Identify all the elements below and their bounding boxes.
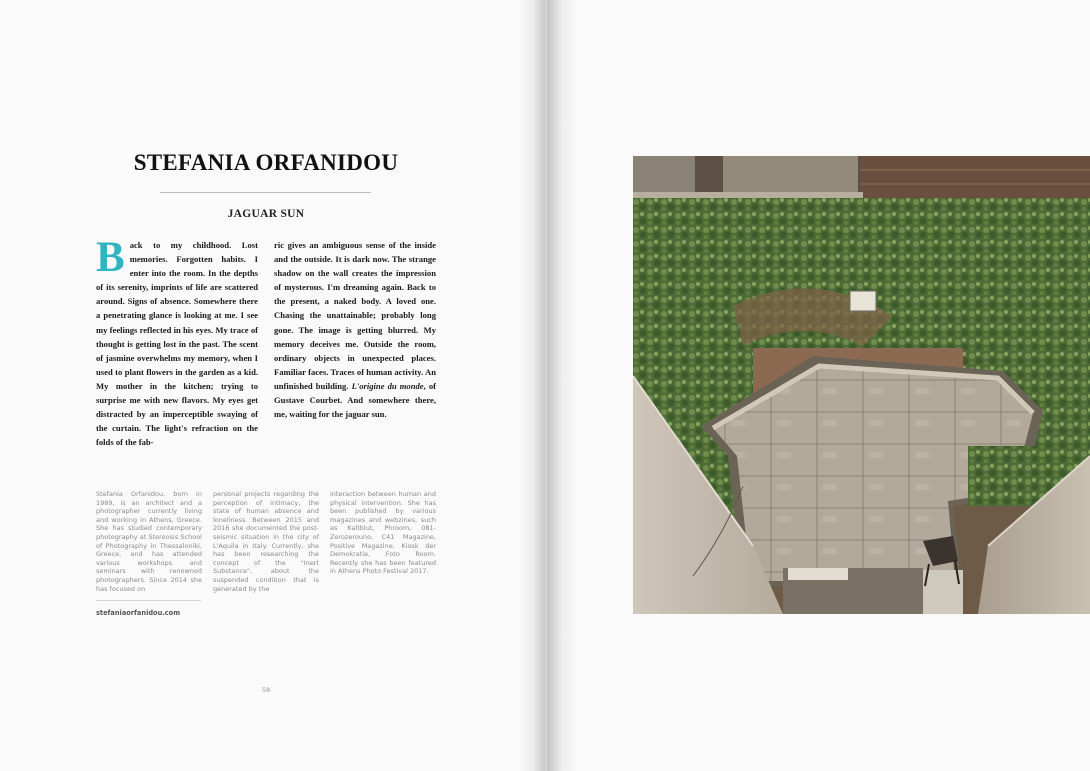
- paragraph-1: [96, 234, 258, 449]
- paragraph-2-text-a: ric gives an ambiguous sense of the inside and the outside. It is dark now. The strange shadow on the wall creates the impression of mysterous. I'm dreaming again. Back to the present, a naked body. A loved one. Chasing the unattainable; probably long gone. The image is getting blurred. My memory deceives me. Outside the room, ordinary objects in unexpected places. Familiar faces. Traces of human activity. An unfinished building.: [274, 240, 436, 391]
- drop-cap: B: [96, 234, 125, 281]
- author-heading: STEFANIA ORFANIDOU: [133, 150, 399, 175]
- spine-shadow-left: [518, 0, 545, 771]
- paragraph-2-text-b: , of Gustave Courbet. And somewhere there, me, waiting for the jaguar sun.: [274, 380, 436, 420]
- bio-divider: [96, 600, 201, 601]
- bio-column-3: interaction between human and physical intervention. She has been published by various magazines and webzines, such as Kaltblut, Phroom, 081-Zerozerouno, C41 Magazine, Positive Magazine, Kiosk der Demokratie, Foto Room. Recently she has been featured in Athens Photo Festival 2017.: [330, 490, 436, 576]
- paragraph-2: [274, 238, 436, 421]
- courtyard-photo-illustration: [633, 156, 1090, 614]
- text-column-2: [274, 238, 436, 421]
- artwork-title: L'origine du monde: [351, 380, 424, 391]
- website-link[interactable]: stefaniaorfanidou.com: [96, 609, 181, 617]
- title-divider: [160, 192, 371, 193]
- bio-column-1: Stefania Orfanidou, born in 1989, is an architect and a photographer currently living and working in Athens, Greece. She has studied contemporary photography at Stereosis School of Photography in Thessaloniki, Greece, and has attended various workshops and seminars with renowned photographers. Since 2014 she has focused on: [96, 490, 202, 593]
- text-column-1: [96, 234, 258, 449]
- bio-column-2: personal projects regarding the perception of intimacy, the state of human absence and loneliness. Between 2015 and 2016 she documented the post-seismic situation in the city of L'Aquila in Italy. Currently, she has been researching the concept of the "Inert Substance", about the suspended condition that is generated by the: [213, 490, 319, 593]
- courtyard-photograph: [633, 156, 1090, 614]
- spine-shadow-right: [547, 0, 577, 771]
- page-number: 58: [261, 686, 271, 694]
- project-title: JAGUAR SUN: [227, 208, 305, 220]
- paragraph-1-text: ack to my childhood. Lost memories. Forgotten habits. I enter into the room. In the depths of its serenity, imprints of life are scattered around. Signs of absence. Somewhere there a penetrating glance is looking at me. I see my feelings reflected in his eyes. My trace of thought is getting lost in the past. The scent of jasmine overwhelms my memory, when I used to plant flowers in the garden as a kid. My mother in the kitchen; trying to surprise me with new flavors. My eyes get distracted by an imperceptible swaying of the curtain. The light's refraction on the folds of the fab-: [96, 240, 258, 448]
